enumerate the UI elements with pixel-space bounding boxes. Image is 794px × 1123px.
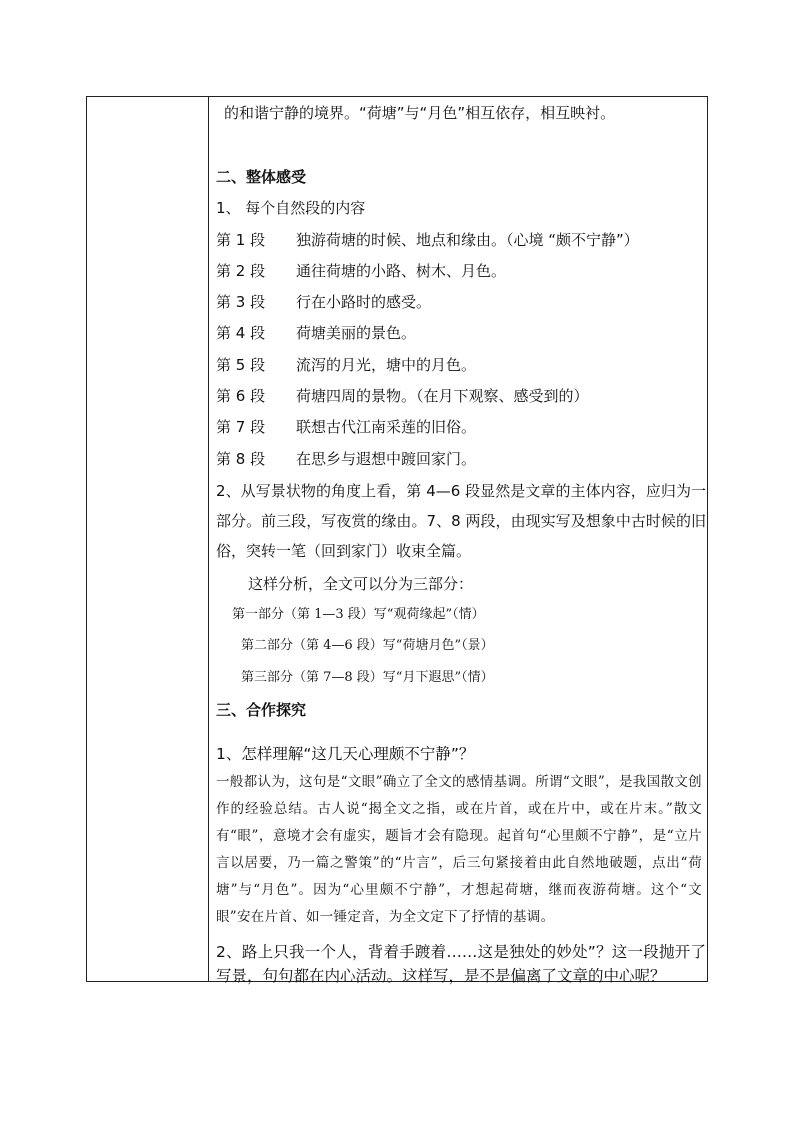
list-item <box>216 449 476 469</box>
part-3: 第三部分（第 7—8 段）写“月下遐思”（情） <box>241 670 494 685</box>
question-1: 1、怎样理解“这几天心理颇不宁静”？ <box>216 745 475 763</box>
segment-label: 第 3 段 <box>216 293 266 311</box>
section2-heading: 二、整体感受 <box>216 168 307 186</box>
column-divider <box>208 97 209 981</box>
list-item <box>216 417 476 437</box>
segment-text: 独游荷塘的时候、地点和缘由。（心境 “颇不宁静”） <box>296 231 639 249</box>
segment-label: 第 7 段 <box>216 418 266 436</box>
part-1: 第一部分（第 1—3 段）写“观荷缘起”（情） <box>232 607 485 622</box>
analysis-line: 这样分析，全文可以分为三部分： <box>248 575 474 593</box>
segment-text: 在思乡与遐想中踱回家门。 <box>296 450 477 468</box>
list-item <box>216 386 589 406</box>
lesson-table <box>86 96 708 985</box>
list-item <box>216 323 416 343</box>
continuation-line: 的和谐宁静的境界。“荷塘”与“月色”相互依存，相互映衬。 <box>224 104 616 122</box>
list-item <box>216 355 476 375</box>
content-cell <box>216 97 706 985</box>
segment-label: 第 6 段 <box>216 387 266 405</box>
segment-text: 荷塘四周的景物。（在月下观察、感受到的） <box>296 387 589 405</box>
left-column-cell <box>87 97 208 981</box>
segment-text: 通往荷塘的小路、树木、月色。 <box>296 262 507 280</box>
segment-text: 行在小路时的感受。 <box>296 293 432 311</box>
segment-text: 联想古代江南采莲的旧俗。 <box>296 418 477 436</box>
segment-text: 流泻的月光，塘中的月色。 <box>296 356 477 374</box>
segment-label: 第 2 段 <box>216 262 266 280</box>
list-item <box>216 292 431 312</box>
segment-label: 第 1 段 <box>216 231 266 249</box>
list-item <box>216 261 506 281</box>
segment-label: 第 8 段 <box>216 450 266 468</box>
section2-item1: 1、 每个自然段的内容 <box>216 199 366 217</box>
section2-item2: 2、从写景状物的角度上看，第 4—6 段显然是文章的主体内容，应归为一部分。前三段，写夜赏的缘由。7、8 两段，由现实写及想象中古时候的旧俗，突转一笔（回到家门）收束全篇。 <box>216 482 706 560</box>
segment-label: 第 5 段 <box>216 356 266 374</box>
section3-heading: 三、合作探究 <box>216 701 307 719</box>
list-item <box>216 230 639 250</box>
answer-1: 一般都认为，这句是“文眼”确立了全文的感情基调。所谓“文眼”，是我国散文创作的经验总结。古人说“揭全文之指，或在片首，或在片中，或在片末。”散文有“眼”，意境才会有虚实，题旨才会有隐现。起首句“心里颇不宁静”，是“立片言以居要，乃一篇之警策”的“片言”，后三句紧接着由此自然地破题，点出“荷塘”与“月色”。因为“心里颇不宁静”，才想起荷塘，继而夜游荷塘。这个“文眼”安在片首、如一锤定音，为全文定下了抒情的基调。 <box>216 774 702 925</box>
question-2: 2、路上只我一个人，背着手踱着……这是独处的妙处”？这一段抛开了写景，句句都在内心活动。这样写，是不是偏离了文章的中心呢？ <box>216 943 706 985</box>
segment-text: 荷塘美丽的景色。 <box>296 324 417 342</box>
segment-label: 第 4 段 <box>216 324 266 342</box>
part-2: 第二部分（第 4—6 段）写“荷塘月色”（景） <box>241 638 494 653</box>
